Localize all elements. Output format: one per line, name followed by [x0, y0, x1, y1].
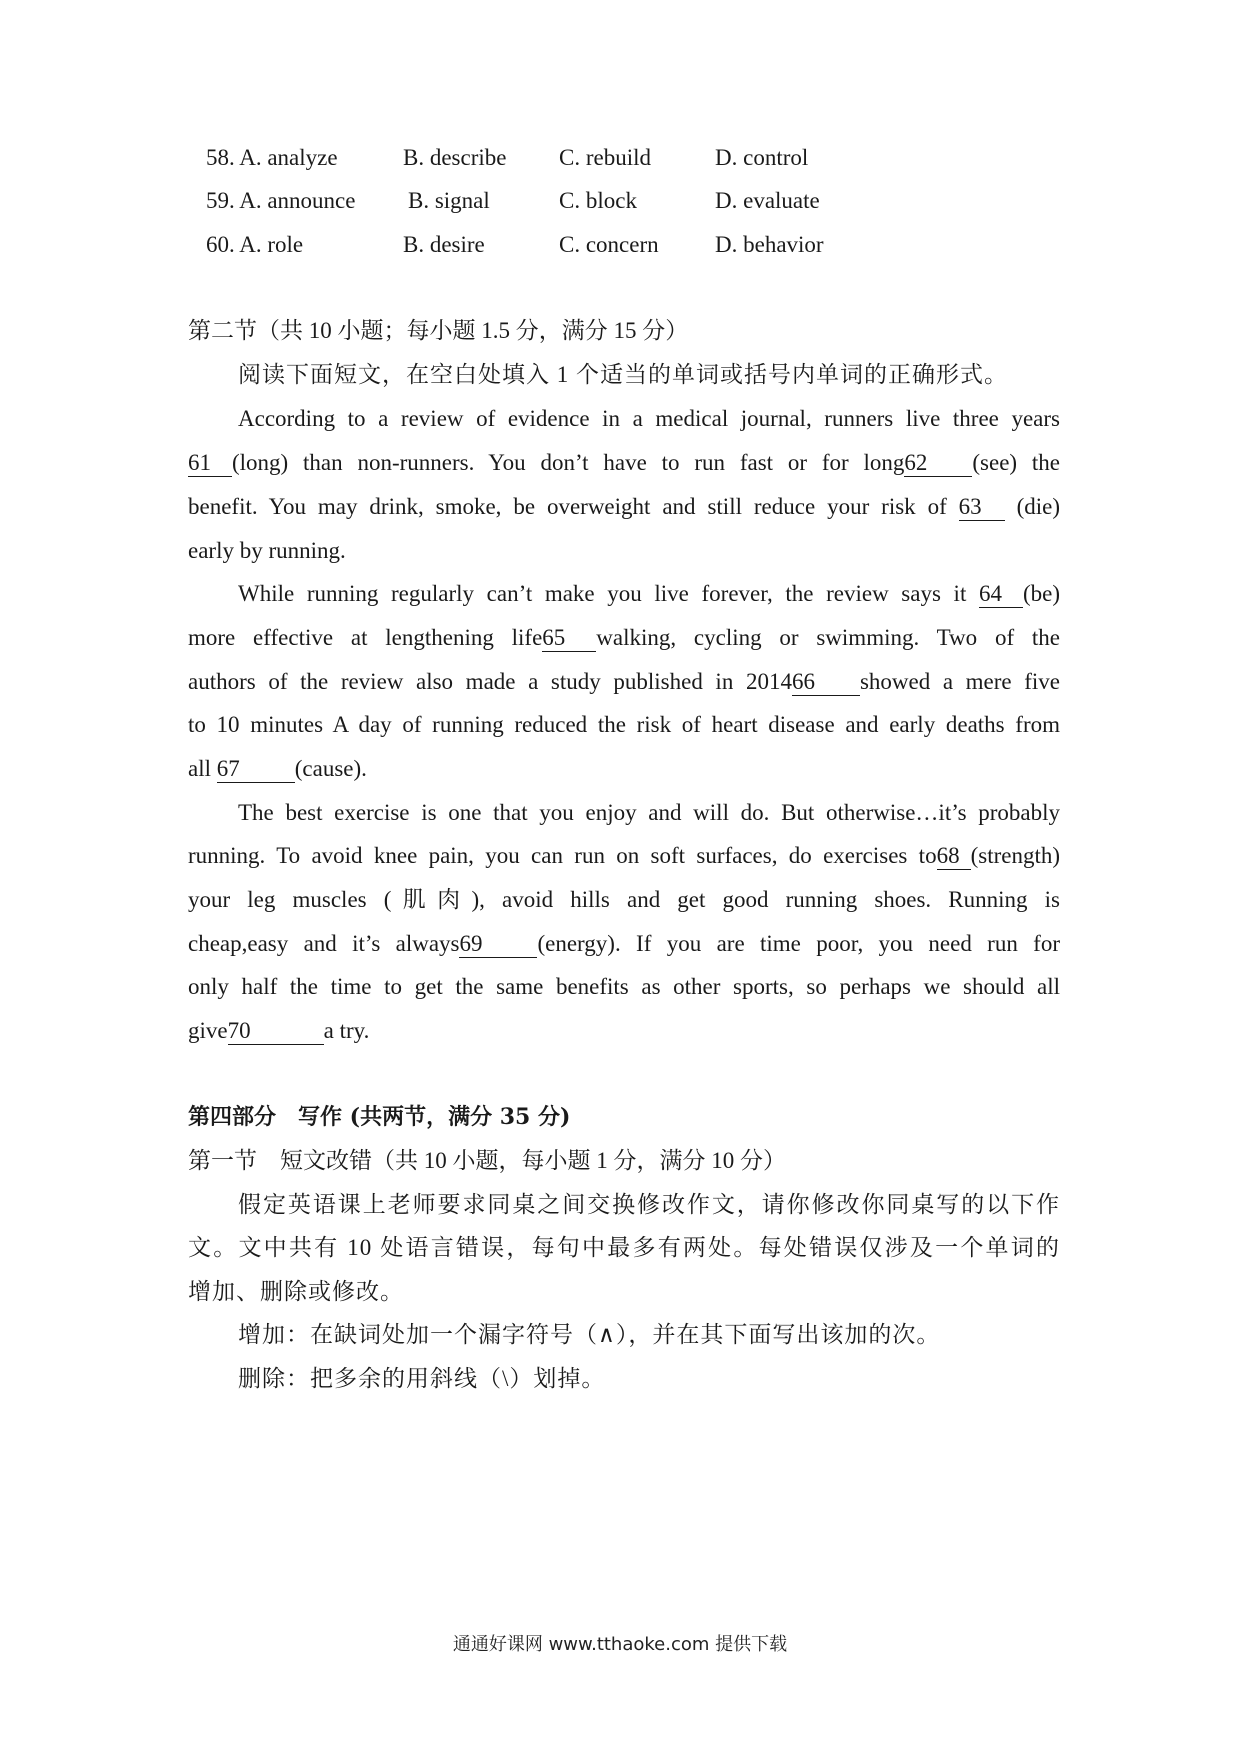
blank-69[interactable]: 69	[459, 931, 537, 958]
passage-line: more effective at lengthening life65 walking, cycling or swimming. Two of the	[188, 625, 1060, 650]
passage-line: 61 (long) than non-runners. You don’t have to run fast or for long62 (see) the	[188, 450, 1060, 475]
passage-line: According to a review of evidence in a medical journal, runners live three years	[238, 406, 1060, 431]
passage-line: to 10 minutes A day of running reduced the risk of heart disease and early deaths from	[188, 712, 1060, 737]
option-a: 58. A. analyze	[206, 145, 338, 170]
passage-line: give70 a try.	[188, 1018, 370, 1043]
blank-64[interactable]: 64	[979, 581, 1023, 608]
passage-line: While running regularly can’t make you live forever, the review says it 64 (be)	[238, 581, 1061, 606]
section2-heading: 第二节（共 10 小题；每小题 1.5 分，满分 15 分）	[188, 318, 689, 343]
passage-line: your leg muscles (肌肉), avoid hills and get good running shoes. Running is	[188, 887, 1060, 912]
option-a: 59. A. announce	[206, 188, 356, 213]
option-a: 60. A. role	[206, 232, 304, 257]
option-d: D. behavior	[715, 232, 824, 257]
option-c: C. concern	[559, 232, 659, 257]
instruction-line: 文。文中共有 10 处语言错误，每句中最多有两处。每处错误仅涉及一个单词的	[188, 1235, 1060, 1260]
blank-65[interactable]: 65	[542, 625, 596, 652]
delete-rule: 删除：把多余的用斜线（\）划掉。	[238, 1366, 606, 1391]
option-b: B. desire	[403, 232, 485, 257]
page-footer: 通通好课网 www.tthaoke.com 提供下载	[452, 1634, 788, 1655]
passage-line: only half the time to get the same benefits as other sports, so perhaps we should all	[188, 974, 1060, 999]
passage-line: benefit. You may drink, smoke, be overweight and still reduce your risk of 63 (die)	[188, 494, 1061, 519]
instruction-line: 假定英语课上老师要求同桌之间交换修改作文，请你修改你同桌写的以下作	[238, 1192, 1060, 1217]
blank-61[interactable]: 61	[188, 450, 232, 477]
blank-62[interactable]: 62	[904, 450, 972, 477]
blank-63[interactable]: 63	[959, 494, 1005, 521]
option-d: D. evaluate	[715, 188, 820, 213]
option-c: C. rebuild	[559, 145, 651, 170]
option-b: B. signal	[408, 188, 490, 213]
passage-line: running. To avoid knee pain, you can run on soft surfaces, do exercises to68 (strength)	[188, 843, 1060, 868]
blank-66[interactable]: 66	[792, 669, 860, 696]
passage-line: early by running.	[188, 538, 346, 563]
part4-heading: 第四部分 写作 (共两节，满分 35 分)	[188, 1104, 571, 1130]
add-rule: 增加：在缺词处加一个漏字符号（∧），并在其下面写出该加的次。	[238, 1322, 941, 1347]
option-d: D. control	[715, 145, 809, 170]
passage-line: authors of the review also made a study published in 201466 showed a mere five	[188, 669, 1061, 694]
blank-70[interactable]: 70	[228, 1018, 324, 1045]
section2-instruction: 阅读下面短文，在空白处填入 1 个适当的单词或括号内单词的正确形式。	[238, 362, 1008, 387]
instruction-line: 增加、删除或修改。	[188, 1279, 404, 1304]
passage-line: The best exercise is one that you enjoy and will do. But otherwise…it’s probably	[238, 800, 1060, 825]
option-c: C. block	[559, 188, 637, 213]
option-b: B. describe	[403, 145, 507, 170]
blank-67[interactable]: 67	[217, 756, 295, 783]
part4-section1-heading: 第一节 短文改错（共 10 小题，每小题 1 分，满分 10 分）	[188, 1148, 786, 1173]
passage-line: cheap,easy and it’s always69 (energy). If you are time poor, you need run for	[188, 931, 1060, 956]
passage-line: all 67 (cause).	[188, 756, 367, 781]
blank-68[interactable]: 68	[937, 843, 971, 870]
